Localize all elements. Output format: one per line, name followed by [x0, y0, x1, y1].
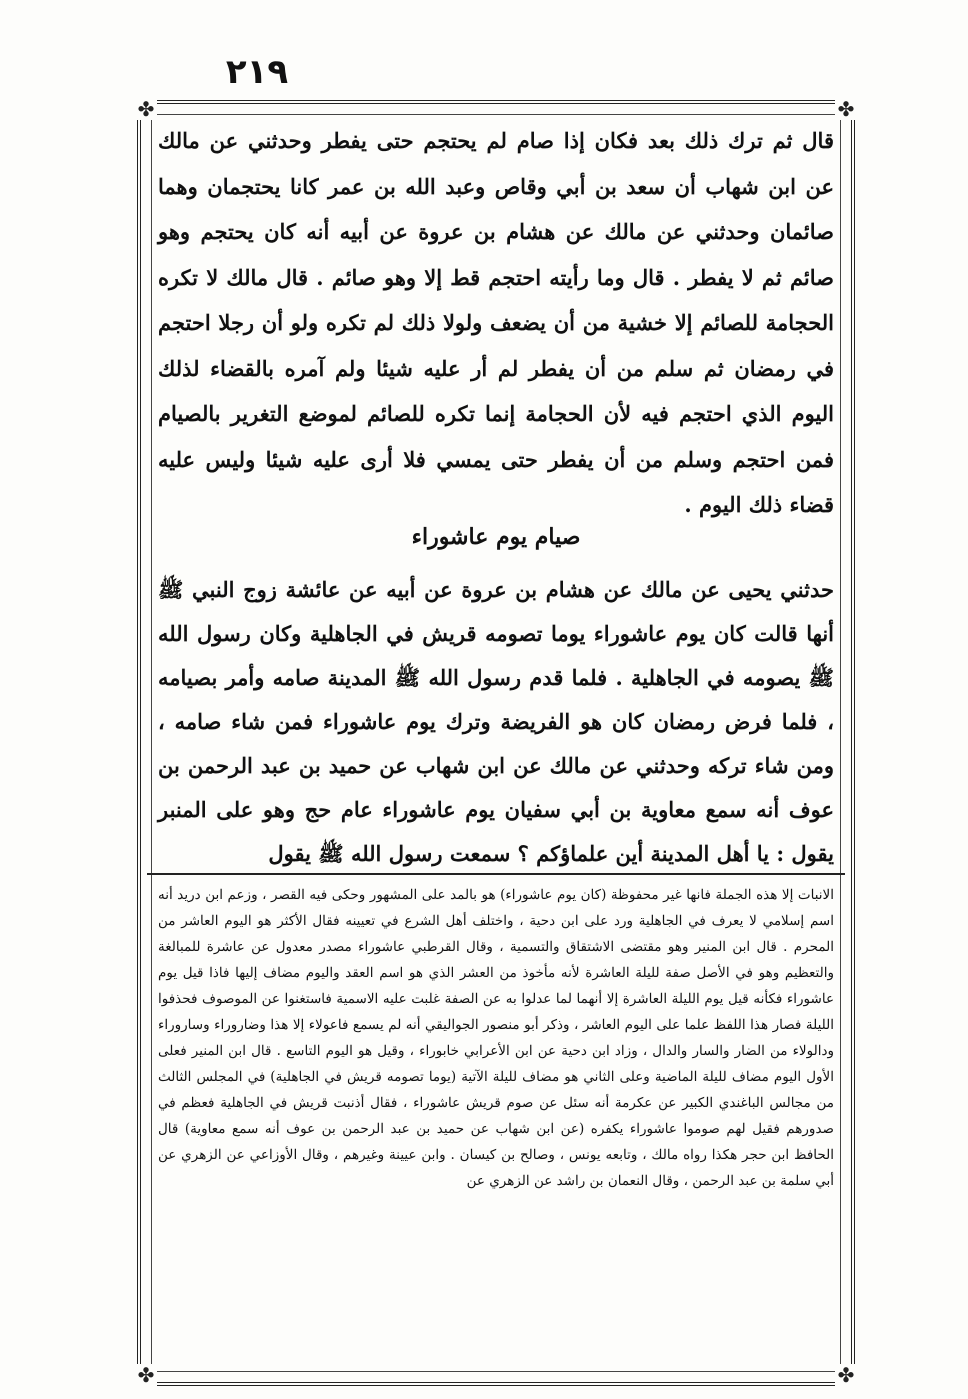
section-heading: صيام يوم عاشوراء	[411, 524, 581, 550]
footnote-divider	[147, 873, 845, 875]
corner-ornament-icon: ✤	[135, 1364, 157, 1386]
corner-ornament-icon: ✤	[835, 1364, 857, 1386]
footnotes	[158, 882, 834, 1194]
page-number: ٢١٩	[225, 52, 289, 92]
main-text	[158, 118, 834, 528]
main-paragraph: قال ثم ترك ذلك بعد فكان إذا صام لم يحتجم حتى يفطر وحدثني عن مالك عن ابن شهاب أن سعد بن أبي وقاص وعبد الله بن عمر كانا يحتجمان وهما صائمان وحدثني عن مالك عن هشام بن عروة عن أبيه أنه كان يحتجم وهو صائم ثم لا يفطر . قال وما رأيته احتجم قط إلا وهو صائم . قال مالك لا تكره الحجامة للصائم إلا خشية من أن يضعف ولولا ذلك لم تكره ولو أن رجلا احتجم في رمضان ثم سلم من أن يفطر لم أر عليه شيئا ولم آمره بالقضاء لذلك اليوم الذي احتجم فيه لأن الحجامة إنما تكره للصائم لموضع التغرير بالصيام فمن احتجم وسلم من أن يفطر حتى يمسي فلا أرى عليه شيئا وليس عليه قضاء ذلك اليوم .	[158, 128, 834, 517]
section-text	[158, 568, 834, 876]
section-paragraph: حدثني يحيى عن مالك عن هشام بن عروة عن أبيه عن عائشة زوج النبي ﷺ أنها قالت كان يوم عاشوراء يوما تصومه قريش في الجاهلية وكان رسول الله ﷺ يصومه في الجاهلية . فلما قدم رسول الله ﷺ المدينة صامه وأمر بصيامه ، فلما فرض رمضان كان هو الفريضة وترك يوم عاشوراء فمن شاء صامه ، ومن شاء تركه وحدثني عن مالك عن ابن شهاب عن حميد بن عبد الرحمن بن عوف أنه سمع معاوية بن أبي سفيان يوم عاشوراء عام حج وهو على المنبر يقول : يا أهل المدينة أين علماؤكم ؟ سمعت رسول الله ﷺ يقول	[158, 577, 834, 866]
footnote-paragraph: الانبات إلا هذه الجملة فانها غير محفوظة (كان يوم عاشوراء) هو بالمد على المشهور وحكى فيه القصر ، وزعم ابن دريد أنه اسم إسلامي لا يعرف في الجاهلية ورد على ابن دحية ، واختلف أهل الشرع في تعيينه فقال الأكثر هو اليوم العاشر من المحرم . قال ابن المنير وهو مقتضى الاشتقاق والتسمية ، وقال القرطبي عاشوراء مصدر معدول عن عاشرة للمبالغة والتعظيم وهو في الأصل صفة لليلة العاشرة لأنه مأخوذ من العشر الذي هو اسم العقد واليوم مضاف إليها فاذا قيل يوم عاشوراء فكأنه قيل يوم الليلة العاشرة إلا أنهما لما عدلوا به عن الصفة غلبت عليه الاسمية فاستغنوا عن الموصوف فحذفوا الليلة فصار هذا اللفظ علما على اليوم العاشر ، وذكر أبو منصور الجواليقي أنه لم يسمع فاعولاء إلا هذا وضاروراء وساروراء ودالولاء من الضار والسار والدال ، وزاد ابن دحية عن ابن الأعرابي خابوراء ، وقيل هو اليوم التاسع . قال ابن المنير فعلى الأول اليوم مضاف لليلة الماضية وعلى الثاني هو مضاف لليلة الآتية (يوما تصومه قريش في الجاهلية) في المجلس الثالث من مجالس الباغندي الكبير عن عكرمة أنه سئل عن صوم قريش عاشوراء ، فقال أذنبت قريش في الجاهلية فعظم في صدورهم فقيل لهم صوموا عاشوراء يكفره (عن ابن شهاب عن حميد بن عبد الرحمن بن عوف أنه سمع معاوية) قال الحافظ ابن حجر هكذا رواه مالك ، وتابعه يونس ، وصالح بن كيسان . وابن عيينة وغيرهم ، وقال الأوزاعي عن الزهري عن أبي سلمة بن عبد الرحمن ، وقال النعمان بن راشد عن الزهري عن	[158, 887, 834, 1189]
corner-ornament-icon: ✤	[135, 98, 157, 120]
corner-ornament-icon: ✤	[835, 98, 857, 120]
